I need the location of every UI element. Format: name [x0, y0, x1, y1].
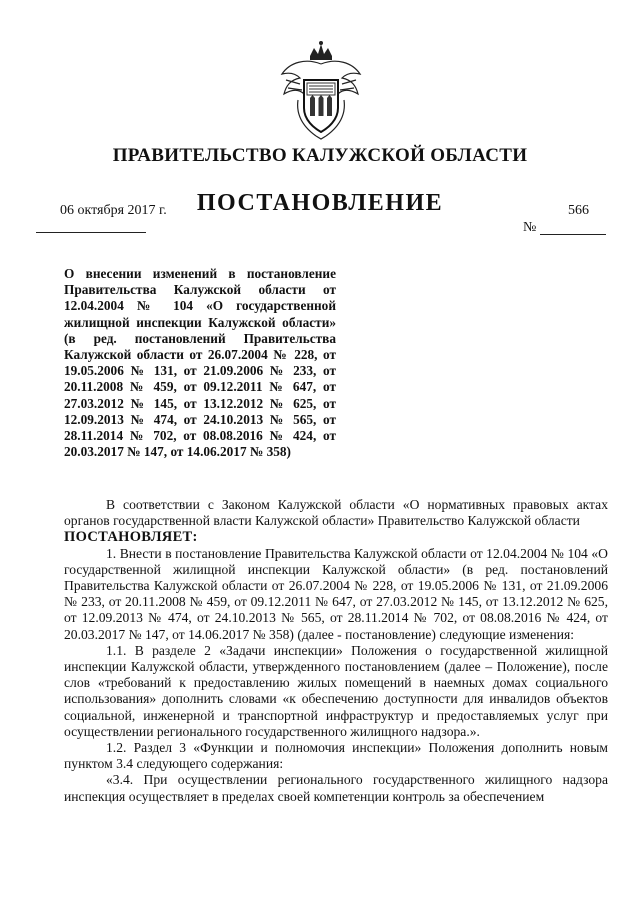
government-name: ПРАВИТЕЛЬСТВО КАЛУЖСКОЙ ОБЛАСТИ: [112, 145, 528, 166]
decree-body: [64, 497, 608, 805]
item-3-4-paragraph: «3.4. При осуществлении регионального государственного жилищного надзора инспекция осуществляет в пределах своей компетенции контроль за обеспечением: [64, 772, 608, 804]
number-underline: [540, 234, 606, 235]
preamble-paragraph: В соответствии с Законом Калужской области «О нормативных правовых актах органов государственной власти Калужской области» Правительство Калужской области: [64, 497, 608, 529]
resolves-heading: ПОСТАНОВЛЯЕТ:: [64, 529, 198, 546]
crown-icon: [310, 41, 332, 60]
decree-subject: О внесении изменений в постановление Правительства Калужской области от 12.04.2004 № 104 «О государственной жилищной инспекции Калужской области» (в ред. постановлений Правительства Калужской области от 26.07.2004 № 228, от 19.05.2006 № 131, от 21.09.2006 № 233, от 20.11.2008 № 459, от 09.12.2011 № 647, от 27.03.2012 № 145, от 13.12.2012 № 625, от 12.09.2013 № 474, от 24.10.2013 № 565, от 28.11.2014 № 702, от 08.08.2016 № 424, от 20.03.2017 № 147, от 14.06.2017 № 358): [64, 266, 336, 460]
item-1-2-paragraph: 1.2. Раздел 3 «Функции и полномочия инспекции» Положения дополнить новым пунктом 3.4 следующего содержания:: [64, 740, 608, 772]
item-1-paragraph: 1. Внести в постановление Правительства Калужской области от 12.04.2004 № 104 «О государственной жилищной инспекции Калужской области» (в ред. постановлений Правительства Калужской области от 26.07.2004 № 228, от 19.05.2006 № 131, от 21.09.2006 № 233, от 20.11.2008 № 459, от 09.12.2011 № 647, от 27.03.2012 № 145, от 13.12.2012 № 625, от 12.09.2013 № 474, от 24.10.2013 № 565, от 28.11.2014 № 702, от 08.08.2016 № 424, от 20.03.2017 № 147, от 14.06.2017 № 358) (далее - постановление) следующие изменения:: [64, 545, 608, 642]
item-1-1-paragraph: 1.1. В разделе 2 «Задачи инспекции» Положения о государственной жилищной инспекции Калужской области, утвержденного постановлением (далее – Положение), после слов «требований к предоставлению жилых помещений в наемных домах социального использования» дополнить словами «к обеспечению доступности для инвалидов объектов социальной, инженерной и транспортной инфраструктур и предоставляемых услуг при осуществлении регионального государственного жилищного надзора.».: [64, 642, 608, 739]
document-type-title: ПОСТАНОВЛЕНИЕ: [196, 190, 444, 216]
date-underline: [36, 232, 146, 233]
coat-of-arms-emblem: [276, 40, 366, 140]
decree-number: 566: [568, 203, 589, 218]
number-label: №: [523, 220, 537, 235]
decree-date: 06 октября 2017 г.: [60, 203, 167, 218]
